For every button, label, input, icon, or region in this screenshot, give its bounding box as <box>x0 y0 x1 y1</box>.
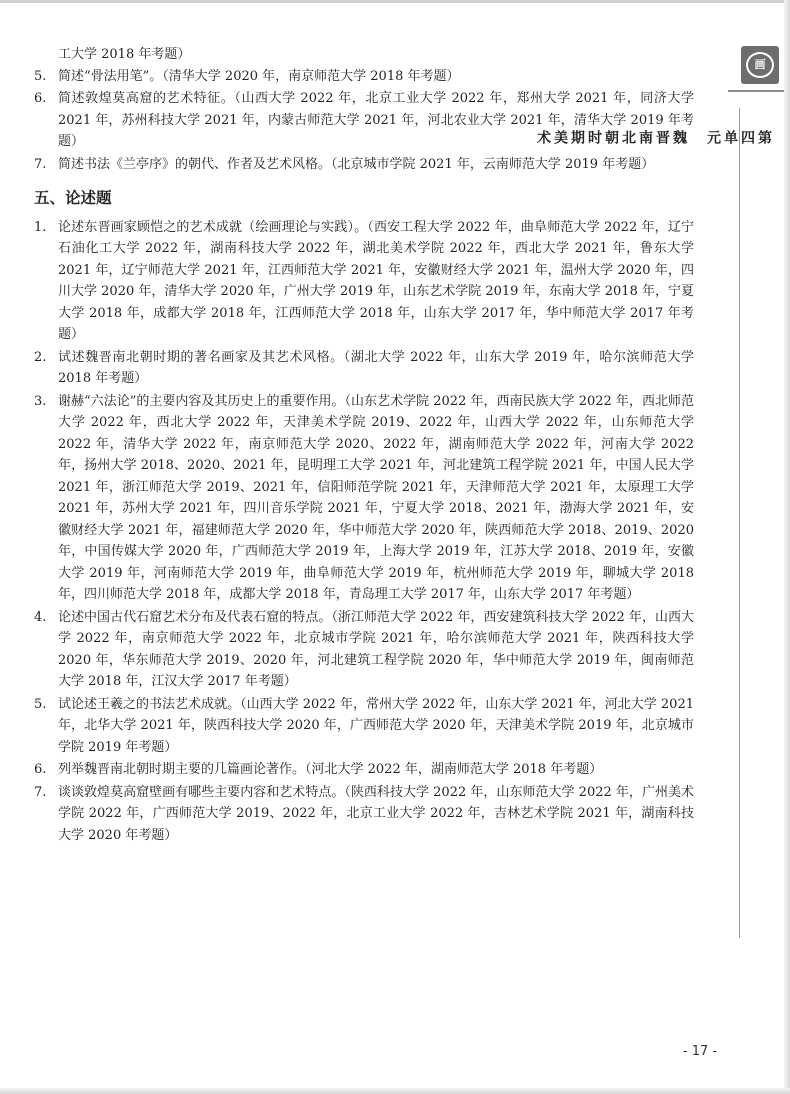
list-item <box>34 347 694 390</box>
list-item <box>34 607 694 693</box>
item-number: 5. <box>34 696 47 712</box>
page-number: - 17 - <box>682 1044 718 1059</box>
item-number: 7. <box>34 784 47 800</box>
item-text: 简述书法《兰亭序》的朝代、作者及艺术风格。（北京城市学院 2021 年，云南师范大学 2019 年考题） <box>58 156 655 172</box>
logo-mark: 画 <box>746 52 774 78</box>
chapter-title: 魏晋南北朝时期美术 <box>535 130 687 145</box>
list-item <box>34 66 694 88</box>
item-text: 简述敦煌莫高窟的艺术特征。（山西大学 2022 年，北京工业大学 2022 年，郑州大学 2021 年，同济大学 2021 年，苏州科技大学 2021 年，内蒙古师范大学 2021 年，河北农业大学 2021 年，清华大学 2019 年考题） <box>58 91 694 149</box>
item-number: 6. <box>34 762 47 777</box>
section-title: 五、论述题 <box>34 189 112 207</box>
item-text: 谢赫“六法论”的主要内容及其历史上的重要作用。（山东艺术学院 2022 年，西南民族大学 2022 年，西北师范大学 2022 年，西北大学 2022 年，天津美术学院 2019、2022 年，山西大学 2022 年，山东师范大学 2022 年，清华大学 2022 年，南京师范大学 2020、2022 年，湖南师范大学 2022 年，河南大学 2022 年，扬州大学 2018、2020、2021 年，昆明理工大学 2021 年，河北建筑工程学院 2021 年，中国人民大学 2021 年，浙江师范大学 2019、2021 年，信阳师范学院 2021 年，天津师范大学 2021 年，太原理工大学 2021 年，苏州大学 2021 年，四川音乐学院 2021 年，宁夏大学 2018、2021 年，渤海大学 2021 年，安徽财经大学 2021 年，福建师范大学 2020 年，华中师范大学 2020 年，陕西师范大学 2018、2019、2020 年，中国传媒大学 2020 年，广西师范大学 2019 年，上海大学 2019 年，江苏大学 2018、2019 年，安徽大学 2019 年，河南师范大学 2019 年，曲阜师范大学 2019 年，杭州师范大学 2019 年，聊城大学 2018 年，四川师范大学 2018 年，成都大学 2018 年，青岛理工大学 2017 年，山东大学 2017 年考题） <box>58 393 694 602</box>
list-item <box>34 759 694 781</box>
item-text: 试论述王羲之的书法艺术成就。（山西大学 2022 年，常州大学 2022 年，山东大学 2021 年，河北大学 2021 年，北华大学 2021 年，陕西科技大学 2020 年，广西师范大学 2020 年，天津美术学院 2019 年，北京城市学院 2019 年考题） <box>58 696 694 755</box>
list-item <box>34 154 694 176</box>
main-content <box>34 44 694 847</box>
top-edge <box>0 0 790 3</box>
item-number: 3. <box>34 393 47 409</box>
item-text: 简述“骨法用笔”。（清华大学 2020 年，南京师范大学 2018 年考题） <box>58 68 460 84</box>
list-item <box>34 782 694 847</box>
continuation-text: 工大学 2018 年考题） <box>58 47 191 62</box>
item-text: 列举魏晋南北朝时期主要的几篇画论著作。（河北大学 2022 年，湖南师范大学 2018 年考题） <box>58 762 603 777</box>
item-text: 论述东晋画家顾恺之的艺术成就（绘画理论与实践）。（西安工程大学 2022 年，曲阜师范大学 2022 年，辽宁石油化工大学 2022 年，湖南科技大学 2022 年，湖北美术学院 2022 年，西北大学 2021 年，鲁东大学 2021 年，辽宁师范大学 2021 年，江西师范大学 2021 年，安徽财经大学 2021 年，温州大学 2020 年，四川大学 2020 年，清华大学 2020 年，广州大学 2019 年，山东艺术学院 2019 年，东南大学 2018 年，宁夏大学 2018 年，成都大学 2018 年，江西师范大学 2018 年，山东大学 2017 年，华中师范大学 2017 年考题） <box>58 219 694 342</box>
item-text: 论述中国古代石窟艺术分布及代表石窟的特点。（浙江师范大学 2022 年，西安建筑科技大学 2022 年，山西大学 2022 年，南京师范大学 2022 年，北京城市学院 2021 年，哈尔滨师范大学 2021 年，陕西科技大学 2020 年，华东师范大学 2019、2020 年，河北建筑工程学院 2020 年，华中师范大学 2019 年，闽南师范大学 2018 年，江汉大学 2017 年考题） <box>58 609 694 689</box>
list-item <box>34 217 694 346</box>
item-number: 6. <box>34 91 47 106</box>
sidebar-vertical-line <box>739 108 740 938</box>
chapter-unit: 第四单元 <box>705 130 772 145</box>
item-number: 2. <box>34 349 47 365</box>
list-item <box>34 694 694 759</box>
item-number: 4. <box>34 609 47 625</box>
book-logo-icon <box>741 46 779 84</box>
item-text: 谈谈敦煌莫高窟壁画有哪些主要内容和艺术特点。（陕西科技大学 2022 年，山东师范大学 2022 年，广州美术学院 2022 年，广西师范大学 2019、2022 年，北京工业大学 2022 年，吉林艺术学院 2021 年，湖南科技大学 2020 年考题） <box>58 784 694 843</box>
bottom-edge-shadow <box>0 1088 790 1094</box>
item-text: 试述魏晋南北朝时期的著名画家及其艺术风格。（湖北大学 2022 年，山东大学 2019 年，哈尔滨师范大学 2018 年考题） <box>58 349 694 386</box>
item-number: 5. <box>34 68 47 84</box>
item-number: 7. <box>34 156 47 172</box>
chapter-heading <box>535 130 772 145</box>
right-edge-shadow <box>784 0 790 1094</box>
list-item <box>34 391 694 606</box>
item-number: 1. <box>34 219 47 235</box>
sidebar-divider <box>728 90 784 92</box>
